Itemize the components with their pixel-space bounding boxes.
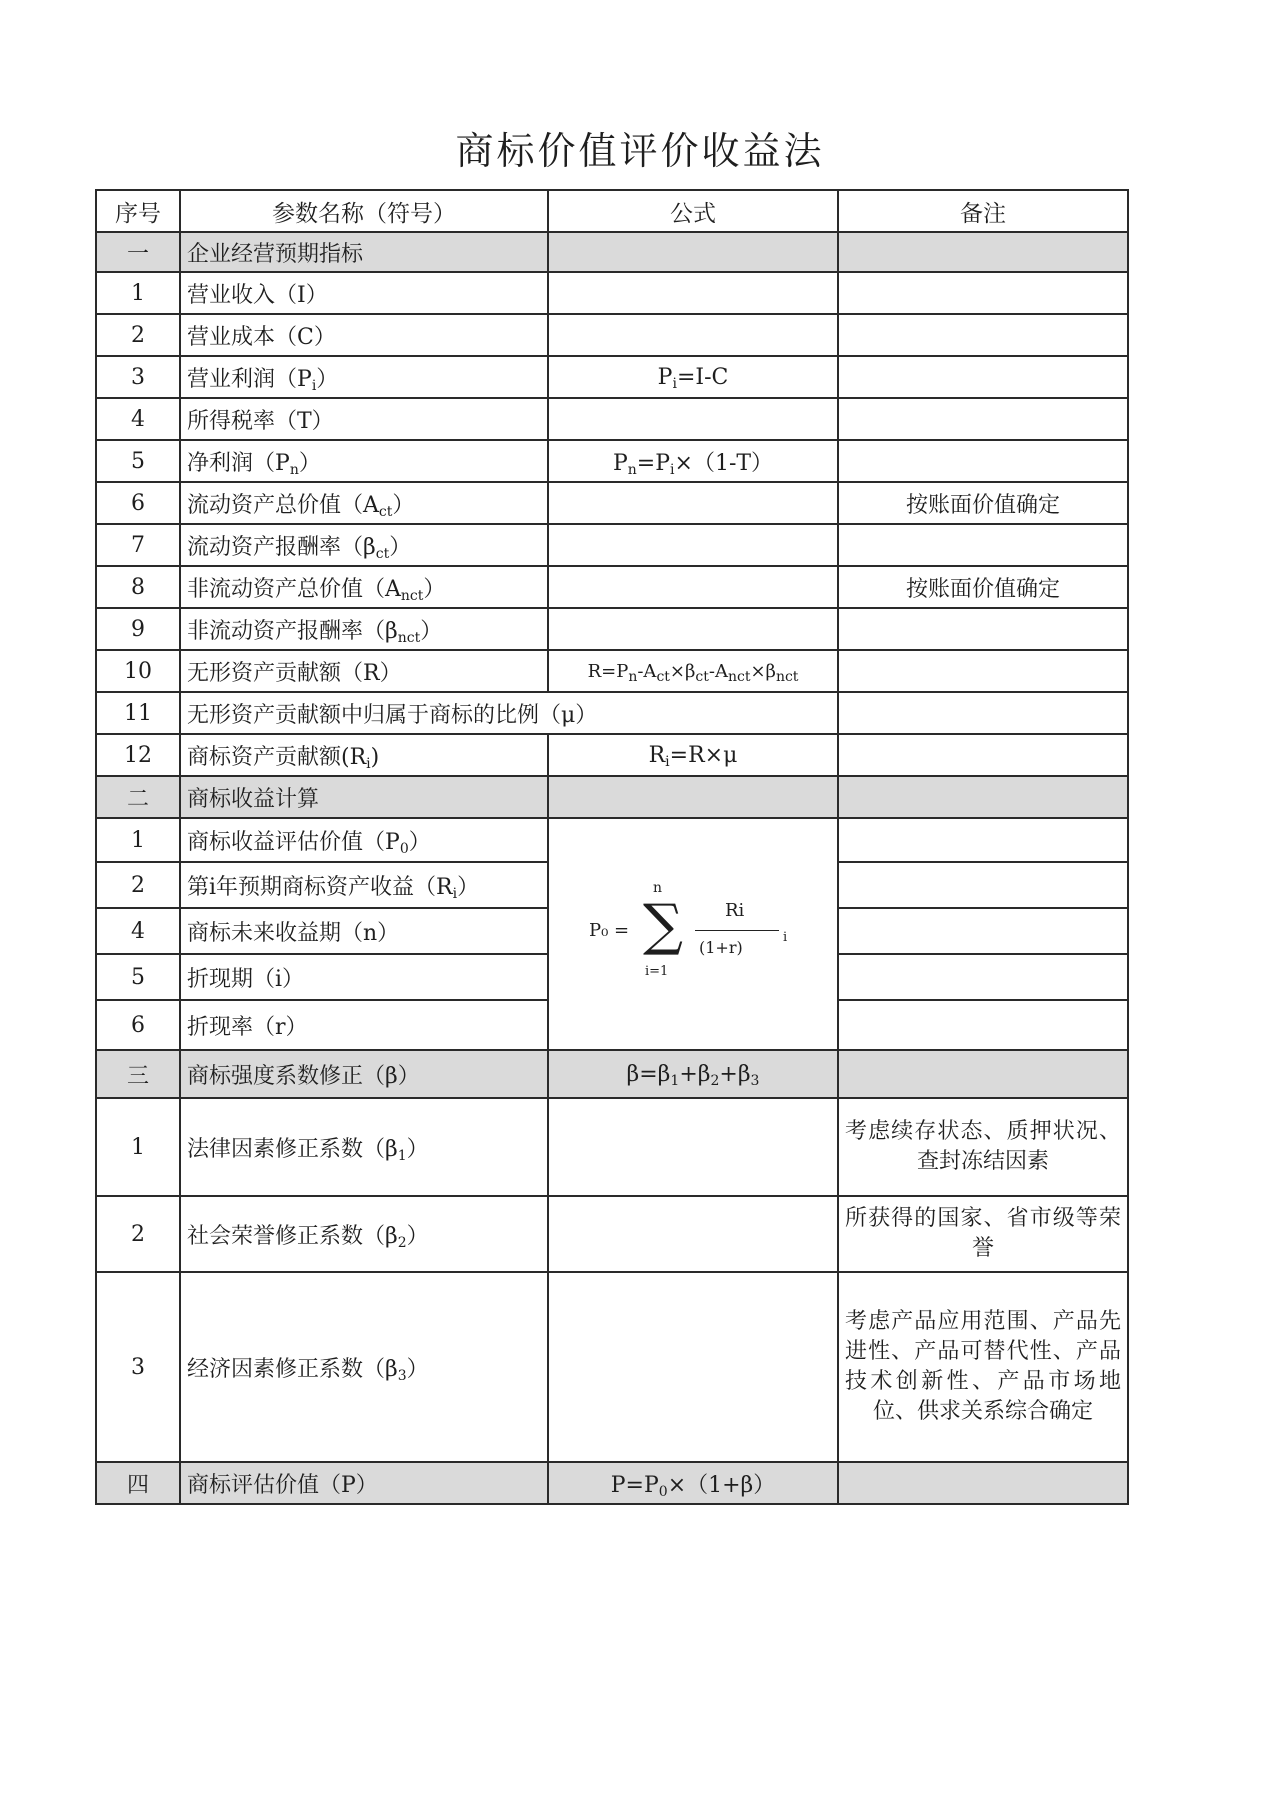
- section-name: 商标收益计算: [180, 776, 548, 818]
- table-row: 5 净利润$(P_n)$ $P_n=P_i\times(1-T)$: [96, 440, 1128, 482]
- section-row: [96, 1050, 1128, 1098]
- section-name: 商标评估价值（P）: [180, 1462, 548, 1504]
- table-row: 6 流动资产总价值$(A_{ct})$ 按账面价值确定: [96, 482, 1128, 524]
- summation-formula: P₀ = n ∑ i=1 Ri (1+r) i: [589, 880, 788, 979]
- param-name: 商标资产贡献额$(R_i)$: [180, 734, 548, 776]
- header-param: 参数名称（符号）: [180, 190, 548, 232]
- note-cell: 考虑续存状态、质押状况、查封冻结因素: [838, 1098, 1128, 1196]
- valuation-table: [95, 189, 1129, 1505]
- formula-cell: $P_i=I-C$: [548, 356, 838, 398]
- header-note: 备注: [838, 190, 1128, 232]
- param-name: 第i年预期商标资产收益$(R_i)$: [180, 862, 548, 908]
- summation-formula-cell: [548, 818, 838, 1050]
- param-name: 经济因素修正系数$(\beta_3)$: [180, 1272, 548, 1462]
- section-name: 商标强度系数修正（β）: [180, 1050, 548, 1098]
- table-row: 3 经济因素修正系数$(\beta_3)$ 考虑产品应用范围、产品先进性、产品可替代性、产品技术创新性、产品市场地位、供求关系综合确定: [96, 1272, 1128, 1462]
- param-name: 营业利润$(P_i)$: [180, 356, 548, 398]
- header-seq: 序号: [96, 190, 180, 232]
- table-row: 12 商标资产贡献额$(R_i)$ $R_i=R\times\mu$: [96, 734, 1128, 776]
- table-row: 2 营业成本（C）: [96, 314, 1128, 356]
- note-cell: 按账面价值确定: [838, 482, 1128, 524]
- formula-cell: $P_n=P_i\times(1-T)$: [548, 440, 838, 482]
- header-row: [96, 190, 1128, 232]
- section-name: 企业经营预期指标: [180, 232, 548, 272]
- table-row: 2 社会荣誉修正系数$(\beta_2)$ 所获得的国家、省市级等荣誉: [96, 1196, 1128, 1272]
- note-cell: 考虑产品应用范围、产品先进性、产品可替代性、产品技术创新性、产品市场地位、供求关系综合确定: [838, 1272, 1128, 1462]
- table-row: 9 非流动资产报酬率$(\beta_{nct})$: [96, 608, 1128, 650]
- sigma-icon: ∑: [643, 893, 683, 958]
- table-row: 1 商标收益评估价值$(P_0)$ P₀ = n ∑ i=1 Ri (1+r) i: [96, 818, 1128, 862]
- param-name: 非流动资产总价值$(A_{nct})$: [180, 566, 548, 608]
- param-name: 净利润$(P_n)$: [180, 440, 548, 482]
- section-row: [96, 1462, 1128, 1504]
- formula-cell: $R_i=R\times\mu$: [548, 734, 838, 776]
- table-row: 3 营业利润$(P_i)$ $P_i=I-C$: [96, 356, 1128, 398]
- table-row: 7 流动资产报酬率$(\beta_{ct})$: [96, 524, 1128, 566]
- header-formula: 公式: [548, 190, 838, 232]
- table-row: 8 非流动资产总价值$(A_{nct})$ 按账面价值确定: [96, 566, 1128, 608]
- table-row: 5 折现期（i）: [96, 954, 1128, 1000]
- table-row: 2 第i年预期商标资产收益$(R_i)$: [96, 862, 1128, 908]
- table-row: 6 折现率（r）: [96, 1000, 1128, 1050]
- table-row: 10 无形资产贡献额（R） $R=P_n-A_{ct}\times\beta_{ct}-A_{nct}\times\beta_{nct}$: [96, 650, 1128, 692]
- param-name: 法律因素修正系数$(\beta_1)$: [180, 1098, 548, 1196]
- param-name: 商标收益评估价值$(P_0)$: [180, 818, 548, 862]
- section-seq: 二: [96, 776, 180, 818]
- section-row: [96, 776, 1128, 818]
- section-seq: 一: [96, 232, 180, 272]
- table-row: 4 所得税率（T）: [96, 398, 1128, 440]
- param-name: 流动资产总价值$(A_{ct})$: [180, 482, 548, 524]
- formula-cell: $\beta=\beta_1+\beta_2+\beta_3$: [548, 1050, 838, 1098]
- param-name: 流动资产报酬率$(\beta_{ct})$: [180, 524, 548, 566]
- table-row: 4 商标未来收益期（n）: [96, 908, 1128, 954]
- document-title: 商标价值评价收益法: [455, 129, 825, 173]
- fraction-bar: [695, 930, 779, 931]
- param-name: 非流动资产报酬率$(\beta_{nct})$: [180, 608, 548, 650]
- note-cell: 按账面价值确定: [838, 566, 1128, 608]
- formula-cell: $R=P_n-A_{ct}\times\beta_{ct}-A_{nct}\times\beta_{nct}$: [548, 650, 838, 692]
- section-seq: 三: [96, 1050, 180, 1098]
- param-name: 社会荣誉修正系数$(\beta_2)$: [180, 1196, 548, 1272]
- section-row: [96, 232, 1128, 272]
- section-seq: 四: [96, 1462, 180, 1504]
- table-row: 1 法律因素修正系数$(\beta_1)$ 考虑续存状态、质押状况、查封冻结因素: [96, 1098, 1128, 1196]
- table-row: 1 营业收入（I）: [96, 272, 1128, 314]
- note-cell: 所获得的国家、省市级等荣誉: [838, 1196, 1128, 1272]
- formula-cell: $P=P_0\times(1+\beta)$: [548, 1462, 838, 1504]
- table-row: 11 无形资产贡献额中归属于商标的比例（μ）: [96, 692, 1128, 734]
